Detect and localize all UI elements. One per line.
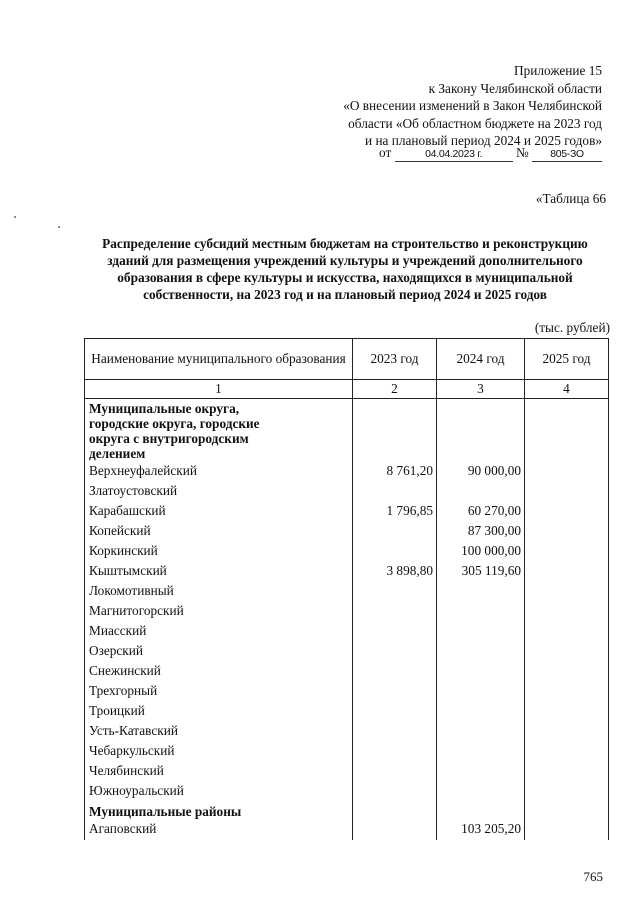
value-2023: 8 761,20 (353, 462, 437, 482)
table-row (85, 502, 609, 522)
municipality-name: Златоустовский (85, 482, 353, 502)
value-2024 (437, 602, 525, 622)
column-number: 1 (85, 380, 353, 399)
value-2024 (437, 399, 525, 463)
value-2024 (437, 642, 525, 662)
header-name: Наименование муниципального образования (85, 339, 353, 380)
column-number: 3 (437, 380, 525, 399)
header-2024: 2024 год (437, 339, 525, 380)
value-2025 (525, 542, 609, 562)
value-2023 (353, 482, 437, 502)
table-row (85, 482, 609, 502)
appendix-header (262, 62, 602, 150)
value-2024: 305 119,60 (437, 562, 525, 582)
value-2025 (525, 702, 609, 722)
value-2025 (525, 682, 609, 702)
appendix-line: Приложение 15 (514, 63, 602, 78)
value-2023 (353, 722, 437, 742)
value-2023: 3 898,80 (353, 562, 437, 582)
value-2023 (353, 542, 437, 562)
value-2024 (437, 762, 525, 782)
document-title (80, 235, 610, 303)
value-2025 (525, 522, 609, 542)
value-2025 (525, 562, 609, 582)
value-2024 (437, 682, 525, 702)
law-date: 04.04.2023 г. (395, 147, 513, 162)
value-2023 (353, 582, 437, 602)
value-2023 (353, 642, 437, 662)
table-row (85, 742, 609, 762)
value-2023 (353, 682, 437, 702)
municipality-name: Локомотивный (85, 582, 353, 602)
table-row (85, 820, 609, 840)
municipality-name: Миасский (85, 622, 353, 642)
scan-speck (14, 216, 16, 218)
table-row (85, 682, 609, 702)
page-number: 765 (583, 869, 603, 884)
table-row (85, 702, 609, 722)
municipality-name: Агаповский (85, 820, 353, 840)
value-2024 (437, 782, 525, 802)
value-2025 (525, 820, 609, 840)
table-label: «Таблица 66 (535, 191, 606, 206)
table-row (85, 582, 609, 602)
appendix-line: к Закону Челябинской области (428, 80, 602, 96)
value-2023 (353, 602, 437, 622)
title-line: образования в сфере культуры и искусства, находящихся в муниципальной (117, 270, 573, 285)
subsidy-table (84, 338, 609, 840)
table-row (85, 662, 609, 682)
table-row (85, 562, 609, 582)
value-2023 (353, 802, 437, 820)
table-row (85, 462, 609, 482)
table-row (85, 522, 609, 542)
value-2023 (353, 662, 437, 682)
value-2024: 60 270,00 (437, 502, 525, 522)
value-2025 (525, 502, 609, 522)
table-row (85, 722, 609, 742)
municipality-name: Кыштымский (85, 562, 353, 582)
number-sign: № (515, 145, 529, 160)
scan-speck (58, 226, 60, 228)
value-2024 (437, 662, 525, 682)
municipality-name: Магнитогорский (85, 602, 353, 622)
value-2025 (525, 462, 609, 482)
value-2023 (353, 782, 437, 802)
value-2023: 1 796,85 (353, 502, 437, 522)
value-2023 (353, 702, 437, 722)
value-2024 (437, 742, 525, 762)
table-row (85, 762, 609, 782)
table-row (85, 542, 609, 562)
value-2023 (353, 622, 437, 642)
municipality-name: Верхнеуфалейский (85, 462, 353, 482)
municipality-name: Чебаркульский (85, 742, 353, 762)
municipality-name: Снежинский (85, 662, 353, 682)
table-row (85, 622, 609, 642)
value-2025 (525, 722, 609, 742)
value-2023 (353, 762, 437, 782)
value-2024: 103 205,20 (437, 820, 525, 840)
value-2024: 100 000,00 (437, 542, 525, 562)
municipality-name: Усть-Катавский (85, 722, 353, 742)
value-2024: 87 300,00 (437, 522, 525, 542)
value-2023 (353, 399, 437, 463)
table-row (85, 602, 609, 622)
value-2024 (437, 802, 525, 820)
value-2024 (437, 702, 525, 722)
value-2025 (525, 742, 609, 762)
value-2023 (353, 820, 437, 840)
appendix-line: «О внесении изменений в Закон Челябинской (343, 98, 602, 113)
table-row (85, 782, 609, 802)
municipality-name: Челябинский (85, 762, 353, 782)
section-row (85, 802, 609, 820)
municipality-name: Озерский (85, 642, 353, 662)
municipality-name: Трехгорный (85, 682, 353, 702)
value-2025 (525, 582, 609, 602)
municipality-name: Южноуральский (85, 782, 353, 802)
value-2025 (525, 762, 609, 782)
value-2025 (525, 399, 609, 463)
value-2023 (353, 522, 437, 542)
value-2024 (437, 482, 525, 502)
value-2025 (525, 662, 609, 682)
title-line: Распределение субсидий местным бюджетам на строительство и реконструкцию (102, 236, 588, 251)
table-body (85, 399, 609, 841)
law-number: 805-ЗО (532, 147, 602, 162)
law-date-number (379, 145, 602, 162)
municipality-name: Коркинский (85, 542, 353, 562)
column-number-row (85, 380, 609, 399)
value-2025 (525, 622, 609, 642)
table-row (85, 642, 609, 662)
units-label: (тыс. рублей) (534, 320, 610, 335)
header-row (85, 339, 609, 380)
value-2024 (437, 582, 525, 602)
column-number: 2 (353, 380, 437, 399)
value-2024: 90 000,00 (437, 462, 525, 482)
header-2025: 2025 год (525, 339, 609, 380)
title-line: зданий для размещения учреждений культуры и учреждений дополнительного (107, 253, 583, 268)
municipality-name: Карабашский (85, 502, 353, 522)
appendix-line: области «Об областном бюджете на 2023 год (348, 115, 602, 131)
title-line: собственности, на 2023 год и на плановый период 2024 и 2025 годов (143, 287, 547, 302)
section-row (85, 399, 609, 463)
appendix-line: и на плановый период 2024 и 2025 годов» (365, 133, 602, 148)
column-number: 4 (525, 380, 609, 399)
municipality-name: Троицкий (85, 702, 353, 722)
value-2025 (525, 602, 609, 622)
date-prefix: от (379, 145, 392, 160)
value-2025 (525, 802, 609, 820)
value-2025 (525, 782, 609, 802)
value-2025 (525, 482, 609, 502)
municipality-name: Копейский (85, 522, 353, 542)
header-2023: 2023 год (353, 339, 437, 380)
value-2025 (525, 642, 609, 662)
value-2023 (353, 742, 437, 762)
municipality-name: Муниципальные районы (85, 802, 353, 820)
value-2024 (437, 722, 525, 742)
value-2024 (437, 622, 525, 642)
municipality-name: Муниципальные округа, городские округа, городские округа с внутригородским делением (85, 399, 353, 463)
